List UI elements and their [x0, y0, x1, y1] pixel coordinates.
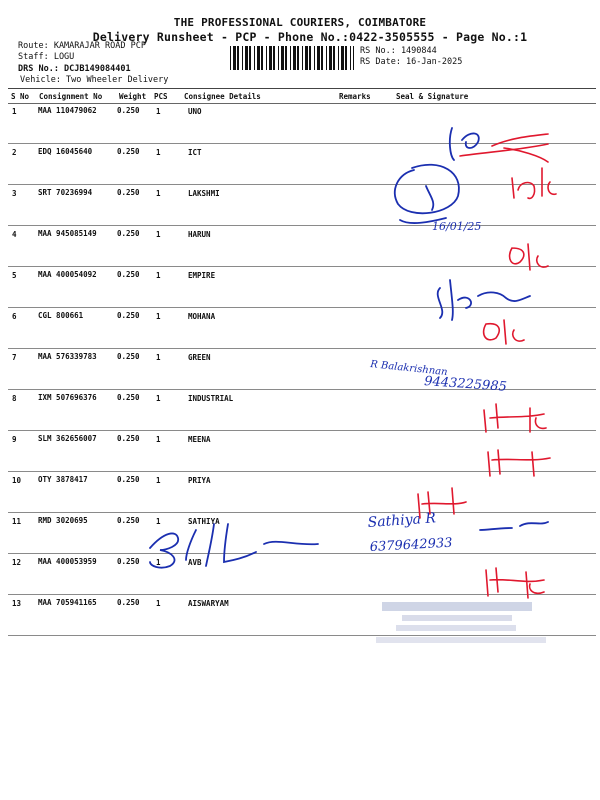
cell-consignee: MOHANA: [188, 312, 216, 321]
table-row: [8, 350, 596, 391]
cell-sno: 11: [12, 517, 22, 526]
cell-weight: 0.250: [117, 106, 140, 115]
row-divider: [8, 266, 596, 267]
handwritten-sathiya: Sathiya R: [367, 510, 437, 531]
row-divider: [8, 553, 596, 554]
cell-pcs: 1: [156, 148, 161, 157]
cell-consignment: SRT 70236994: [38, 188, 93, 197]
cell-consignee: GREEN: [188, 353, 211, 362]
barcode-image: [230, 46, 354, 70]
table-row: [8, 432, 596, 473]
table-row: [8, 391, 596, 432]
row-divider: [8, 225, 596, 226]
cell-consignment: MAA 705941165: [38, 598, 97, 607]
row-divider: [8, 512, 596, 513]
cell-consignee: ICT: [188, 148, 202, 157]
cell-consignment: MAA 110479062: [38, 106, 97, 115]
cell-pcs: 1: [156, 353, 161, 362]
table-row: [8, 555, 596, 596]
cell-weight: 0.250: [117, 393, 140, 402]
cell-sno: 12: [12, 558, 22, 567]
cell-weight: 0.250: [117, 557, 140, 566]
cell-consignment: RMD 3020695: [38, 516, 88, 525]
col-consignee: Consignee Details: [184, 92, 261, 101]
cell-weight: 0.250: [117, 475, 140, 484]
table-row: [8, 473, 596, 514]
cell-consignee: SATHIYA: [188, 517, 220, 526]
cell-consignee: AVB: [188, 558, 202, 567]
drs-number: DRS No.: DCJB149084401: [18, 64, 131, 74]
row-divider: [8, 348, 596, 349]
cell-pcs: 1: [156, 517, 161, 526]
runsheet-title: Delivery Runsheet - PCP - Phone No.:0422-3505555 - Page No.:1: [92, 30, 528, 44]
cell-sno: 10: [12, 476, 22, 485]
handwritten-name: R Balakrishnan: [369, 359, 449, 379]
cell-consignment: SLM 362656007: [38, 434, 97, 443]
table-row: [8, 186, 596, 227]
cell-sno: 4: [12, 230, 17, 239]
table-row: [8, 104, 596, 145]
col-consignment: Consignment No: [39, 92, 103, 101]
table-row: [8, 514, 596, 555]
cell-pcs: 1: [156, 599, 161, 608]
col-pcs: PCS: [154, 92, 168, 101]
cell-consignment: MAA 945085149: [38, 229, 97, 238]
company-title: THE PROFESSIONAL COURIERS, COIMBATORE: [173, 16, 427, 29]
cell-consignee: UNO: [188, 107, 202, 116]
cell-pcs: 1: [156, 558, 161, 567]
row-divider: [8, 184, 596, 185]
cell-pcs: 1: [156, 312, 161, 321]
handwritten-phone-2: 6379642933: [369, 535, 453, 555]
cell-consignment: MAA 400054092: [38, 270, 97, 279]
row-divider: [8, 389, 596, 390]
cell-pcs: 1: [156, 189, 161, 198]
cell-pcs: 1: [156, 394, 161, 403]
cell-consignee: AISWARYAM: [188, 599, 229, 608]
cell-consignee: HARUN: [188, 230, 211, 239]
cell-pcs: 1: [156, 230, 161, 239]
cell-weight: 0.250: [117, 434, 140, 443]
cell-weight: 0.250: [117, 598, 140, 607]
cell-consignee: PRIYA: [188, 476, 211, 485]
cell-consignment: EDQ 16045640: [38, 147, 93, 156]
staff-label: Staff: LOGU: [18, 52, 75, 62]
cell-sno: 8: [12, 394, 17, 403]
handwritten-phone-1: 9443225985: [423, 374, 508, 395]
cell-sno: 6: [12, 312, 17, 321]
cell-sno: 1: [12, 107, 17, 116]
row-divider: [8, 471, 596, 472]
cell-pcs: 1: [156, 107, 161, 116]
cell-consignee: MEENA: [188, 435, 211, 444]
table-top-rule: [8, 88, 596, 89]
cell-sno: 9: [12, 435, 17, 444]
cell-consignment: IXM 507696376: [38, 393, 97, 402]
faded-company-stamp: [372, 598, 554, 650]
cell-consignee: LAKSHMI: [188, 189, 220, 198]
cell-consignee: INDUSTRIAL: [188, 394, 234, 403]
col-remarks: Remarks: [339, 92, 371, 101]
table-row: [8, 309, 596, 350]
row-divider: [8, 307, 596, 308]
cell-weight: 0.250: [117, 516, 140, 525]
cell-consignment: MAA 576339783: [38, 352, 97, 361]
cell-consignment: CGL 800661: [38, 311, 84, 320]
row-divider: [8, 594, 596, 595]
cell-sno: 7: [12, 353, 17, 362]
cell-weight: 0.250: [117, 188, 140, 197]
row-divider: [8, 143, 596, 144]
table-row: [8, 227, 596, 268]
table-row: [8, 268, 596, 309]
col-sno: S No: [11, 92, 30, 101]
cell-consignment: MAA 400053959: [38, 557, 97, 566]
cell-weight: 0.250: [117, 352, 140, 361]
col-weight: Weight: [119, 92, 147, 101]
cell-pcs: 1: [156, 476, 161, 485]
cell-weight: 0.250: [117, 311, 140, 320]
vehicle-label: Vehicle: Two Wheeler Delivery: [20, 75, 169, 85]
cell-pcs: 1: [156, 435, 161, 444]
cell-pcs: 1: [156, 271, 161, 280]
cell-sno: 3: [12, 189, 17, 198]
row-divider: [8, 430, 596, 431]
cell-sno: 13: [12, 599, 22, 608]
cell-sno: 2: [12, 148, 17, 157]
table-row: [8, 145, 596, 186]
handwritten-date: 16/01/25: [432, 220, 482, 233]
cell-consignee: EMPIRE: [188, 271, 216, 280]
col-seal-signature: Seal & Signature: [396, 92, 469, 101]
cell-weight: 0.250: [117, 270, 140, 279]
cell-consignment: OTY 3878417: [38, 475, 88, 484]
cell-weight: 0.250: [117, 147, 140, 156]
cell-sno: 5: [12, 271, 17, 280]
rs-date: RS Date: 16-Jan-2025: [360, 57, 463, 67]
rs-number: RS No.: 1490844: [360, 46, 437, 56]
route-label: Route: KAMARAJAR ROAD PCP: [18, 41, 146, 51]
cell-weight: 0.250: [117, 229, 140, 238]
